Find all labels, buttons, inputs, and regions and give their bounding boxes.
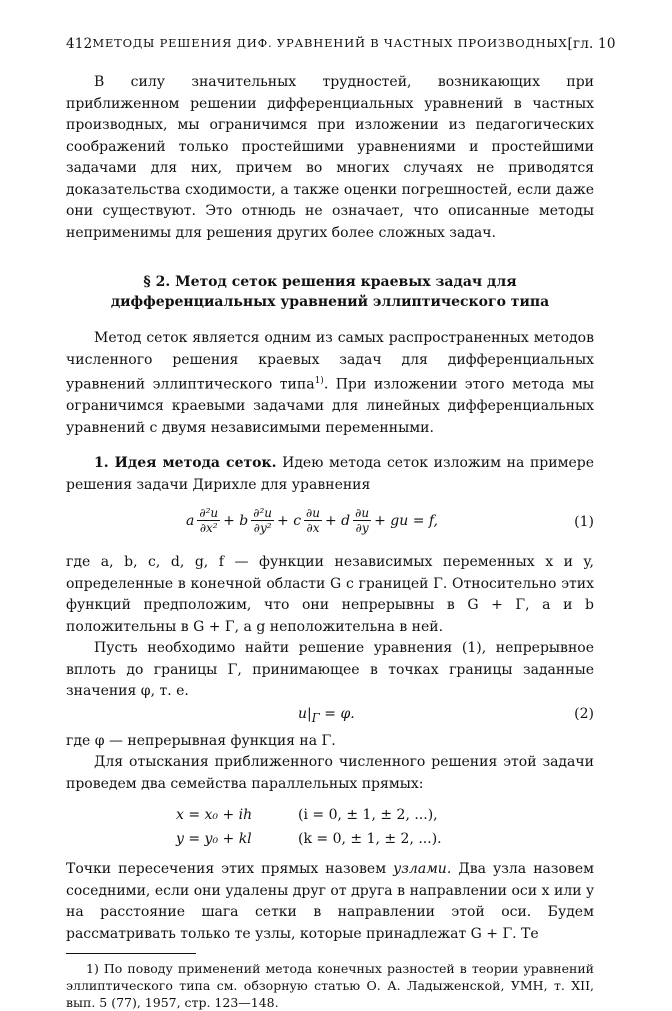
grid-line-y-eq: y = y₀ + kl bbox=[176, 831, 252, 848]
grid-line-y-range: (k = 0, ± 1, ± 2, ...). bbox=[298, 831, 442, 848]
eq1-den-2: ∂y² bbox=[253, 521, 272, 536]
page-number: 412 bbox=[66, 36, 93, 52]
section-title bbox=[66, 272, 594, 312]
eq1-coef-c: + c bbox=[277, 512, 302, 529]
eq1-frac-4 bbox=[353, 506, 371, 535]
intro-paragraph: В силу значительных трудностей, возникающих при приближенном решении дифференциальных уравнений в частных производных, мы ограничимся при изложении из педагогических соображений только простейшими уравнениями и простейшими задачами для них, причем во многих случаях не приводятся доказательства сходимости, а также оценки погрешностей, если даже они существуют. Это отнюдь не означает, что описанные методы неприменимы для решения других более сложных задач. bbox=[66, 74, 594, 241]
eq1-num-4: ∂u bbox=[355, 506, 370, 521]
equation-1-number: (1) bbox=[574, 514, 594, 531]
grid-line-y bbox=[176, 827, 594, 851]
eq2-sub: Γ bbox=[311, 710, 320, 725]
section-title-line2: дифференциальных уравнений эллиптического типа bbox=[110, 294, 550, 310]
nodes-text2: Два узла назовем соседними, если они удалены друг от друга в направлении оси x или y на расстояние шага сетки в направлении этой оси. Будем рассматривать только те узлы, которые принадлежат G + Γ. Те bbox=[66, 861, 595, 942]
paragraph-boundary: Пусть необходимо найти решение уравнения (1), непрерывное вплоть до границы Γ, принимающее в точках границы заданные значения φ, т. е. bbox=[66, 640, 594, 700]
eq1-num-1: ∂²u bbox=[199, 506, 219, 521]
eq1-num-3: ∂u bbox=[306, 506, 320, 521]
eq1-frac-2 bbox=[251, 506, 274, 535]
grid-lines-equations bbox=[176, 803, 594, 851]
eq1-frac-1 bbox=[197, 506, 220, 535]
eq1-coef-d: + d bbox=[324, 512, 351, 529]
section-intro-paragraph bbox=[66, 328, 594, 439]
eq1-den-1: ∂x² bbox=[199, 521, 218, 536]
running-title: МЕТОДЫ РЕШЕНИЯ ДИФ. УРАВНЕНИЙ В ЧАСТНЫХ ПРОИЗВОДНЫХ bbox=[92, 36, 568, 50]
eq2-lhs: u bbox=[298, 705, 308, 722]
subsection-text: Идею метода сеток изложим на примере решения задачи Дирихле для уравнения bbox=[66, 455, 594, 493]
eq2-rhs: = φ. bbox=[324, 705, 355, 722]
paragraph-phi: где φ — непрерывная функция на Γ. bbox=[66, 732, 336, 749]
nodes-emphasis: узлами. bbox=[393, 861, 452, 878]
eq1-rest: + gu = f, bbox=[374, 512, 439, 529]
equation-2-number: (2) bbox=[574, 705, 594, 722]
eq1-coef-a: a bbox=[186, 512, 195, 529]
grid-line-x bbox=[176, 803, 594, 827]
nodes-text1: Точки пересечения этих прямых назовем bbox=[66, 861, 394, 878]
section-intro-text1: Метод сеток является одним из самых распространенных методов численного решения краевых задач для дифференциальных уравнений эллиптического типа bbox=[66, 330, 594, 393]
book-page bbox=[66, 36, 616, 1011]
paragraph-families: Для отыскания приближенного численного решения этой задачи проведем два семейства параллельных прямых: bbox=[66, 754, 594, 792]
eq1-frac-3 bbox=[304, 506, 322, 535]
paragraph-functions: где a, b, c, d, g, f — функции независимых переменных x и y, определенные в конечной области G с границей Γ. Относительно этих функций предположим, что они непрерывны в G + Γ, a и b положительны в G + Γ, а g неположительна в ней. bbox=[66, 554, 594, 635]
footnote-rule bbox=[66, 953, 196, 954]
eq1-den-4: ∂y bbox=[355, 521, 369, 536]
equation-2 bbox=[66, 703, 594, 729]
footnote: 1) По поводу применений метода конечных разностей в теории уравнений эллиптического типа см. обзорную статью О. А. Ладыженской, УМН, т. XII, вып. 5 (77), 1957, стр. 123—148. bbox=[66, 961, 594, 1011]
grid-line-x-eq: x = x₀ + ih bbox=[176, 807, 253, 824]
equation-1 bbox=[66, 500, 594, 546]
eq1-coef-b: + b bbox=[223, 512, 249, 529]
running-head bbox=[66, 36, 616, 52]
equation-2-body: $u|_\Gamma = \varphi$. bbox=[298, 705, 355, 725]
eq1-den-3: ∂x bbox=[306, 521, 320, 536]
chapter-ref: [гл. 10 bbox=[567, 36, 616, 52]
subsection-heading: 1. Идея метода сеток. bbox=[94, 455, 277, 472]
paragraph-nodes bbox=[66, 859, 594, 945]
equation-1-body bbox=[186, 506, 438, 535]
footnote-marker: 1) bbox=[314, 376, 324, 386]
grid-line-x-range: (i = 0, ± 1, ± 2, ...), bbox=[298, 807, 438, 824]
subsection-paragraph bbox=[66, 453, 594, 496]
eq1-num-2: ∂²u bbox=[253, 506, 273, 521]
section-title-line1: § 2. Метод сеток решения краевых задач для bbox=[143, 274, 517, 290]
section-intro-text2: . При изложении этого метода мы ограничимся краевыми задачами для линейных дифференциальных уравнений с двумя независимыми переменными. bbox=[66, 376, 595, 436]
